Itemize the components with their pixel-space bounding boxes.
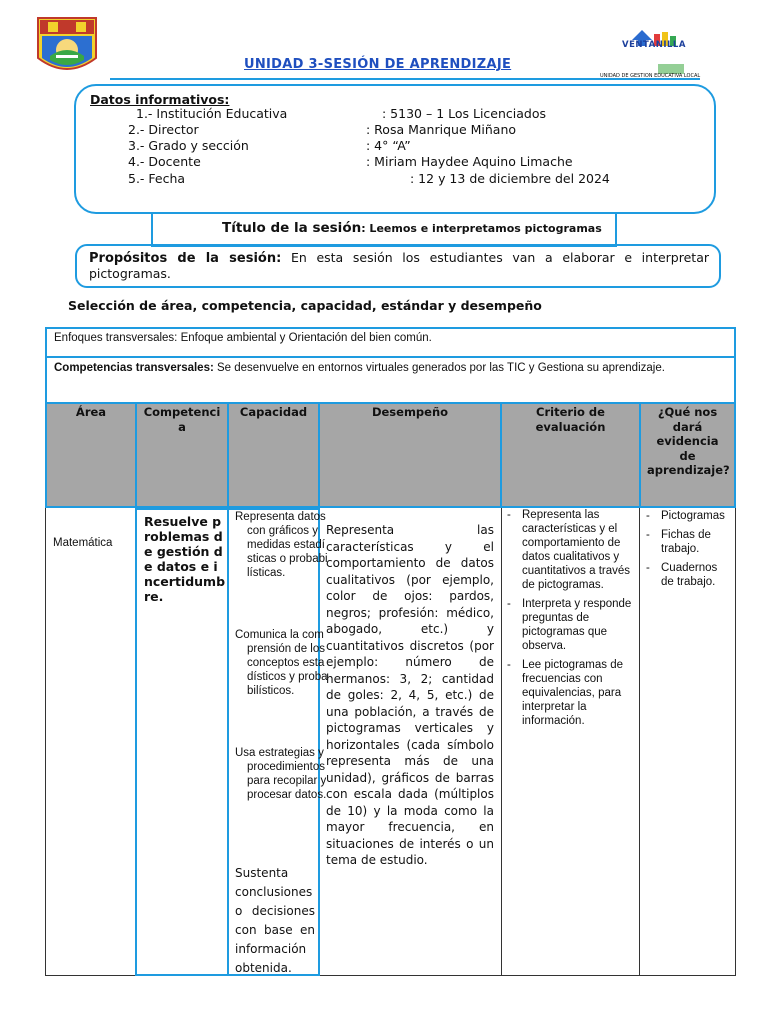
datos-label: 4.- Docente: [128, 154, 201, 169]
capacidad-item: Sustenta conclusiones o decisiones con base en información obtenida.: [235, 866, 315, 975]
desempeno-value: Representa las características y el comportamiento de datos cualitativos (por ejemplo, color de ojos: pardos, negros; profesión: médico, abogado, etc.) y cuantitativos discretos (por ejemplo: número de hermanos: 3, 2; cantidad de goles: 2, 4, 5, etc.) de una población, a través de pictogramas verticales y horizontales (cada símbolo representa más de una unidad), gráficos de barras con escala dada (múltiplos de 10) y la moda como la mayor frecuencia, en situaciones de interés o un tema de estudio.: [326, 523, 494, 867]
datos-value: : 4° “A”: [366, 138, 411, 153]
propositos: [89, 250, 709, 281]
datos-title: Datos informativos:: [90, 92, 230, 107]
header-evidencia: ¿Qué nos dará evidencia de aprendizaje?: [639, 402, 736, 508]
criterio-cell: [500, 508, 641, 976]
ugel-logo: [600, 26, 720, 82]
competencia-cell: [135, 508, 229, 976]
header-area: Área: [45, 402, 137, 508]
ugel-logo-text: VENTANILLA: [622, 40, 686, 50]
competencias-row: [45, 356, 736, 404]
session-title-label: Título de la sesión: [222, 220, 362, 236]
datos-label: 1.- Institución Educativa: [136, 106, 288, 121]
criterio-item: - Representa las características y el comportamiento de datos cualitativos y cuantitativos a través de pictogramas.: [505, 508, 635, 592]
session-title: [222, 220, 602, 236]
evidencia-item: - Pictogramas: [644, 509, 732, 523]
header-criterio: Criterio de evaluación: [500, 402, 641, 508]
header-desempeno: Desempeño: [318, 402, 502, 508]
evidencia-cell: [639, 508, 736, 976]
criterio-item: - Lee pictogramas de frecuencias con equivalencias, para interpretar la información.: [505, 658, 635, 728]
evidencia-item: - Fichas de trabajo.: [644, 528, 732, 556]
page-title: UNIDAD 3-SESIÓN DE APRENDIZAJE: [244, 57, 512, 72]
competencias-label: Competencias transversales:: [54, 362, 214, 374]
desempeno-cell: [318, 508, 502, 976]
capacidad-item: Usa estrategias y procedimientos para recopilar y procesar datos.: [235, 747, 327, 801]
propositos-text: En esta sesión los estudiantes van a elaborar e interpretar pictogramas.: [89, 250, 709, 281]
capacidad-item: Comunica la comprensión de los conceptos estadísticos y probabilísticos.: [235, 629, 328, 697]
propositos-label: Propósitos de la sesión:: [89, 251, 282, 266]
area-cell: [45, 508, 137, 976]
school-logo: [36, 14, 98, 80]
datos-value: : Miriam Haydee Aquino Limache: [366, 154, 573, 169]
enfoques-row: Enfoques transversales: Enfoque ambiental y Orientación del bien común.: [45, 327, 736, 358]
competencias-text: Se desenvuelve en entornos virtuales generados por las TIC y Gestiona su aprendizaje.: [213, 362, 665, 374]
session-title-value: : Leemos e interpretamos pictogramas: [361, 222, 602, 235]
datos-label: 3.- Grado y sección: [128, 138, 249, 153]
datos-value: : 12 y 13 de diciembre del 2024: [410, 171, 610, 186]
ugel-logo-caption: UNIDAD DE GESTIÓN EDUCATIVA LOCAL: [600, 73, 701, 79]
datos-label: 2.- Director: [128, 122, 199, 137]
seleccion-heading: Selección de área, competencia, capacidad, estándar y desempeño: [68, 298, 542, 313]
header-competencia: Competencia: [135, 402, 229, 508]
area-value: Matemática: [53, 537, 113, 549]
datos-value: : 5130 – 1 Los Licenciados: [382, 106, 547, 121]
capacidad-cell: [227, 508, 328, 976]
criterio-item: - Interpreta y responde preguntas de pictogramas que observa.: [505, 597, 635, 653]
evidencia-item: - Cuadernos de trabajo.: [644, 561, 732, 589]
datos-label: 5.- Fecha: [128, 171, 186, 186]
datos-value: : Rosa Manrique Miñano: [366, 122, 517, 137]
header-capacidad: Capacidad: [227, 402, 320, 508]
competencia-value: Resuelve problemas de gestión de datos e incertidumbre.: [144, 514, 226, 604]
capacidad-item: Representa datos con gráficos y medidas estadísticas o probabilísticas.: [235, 511, 328, 579]
